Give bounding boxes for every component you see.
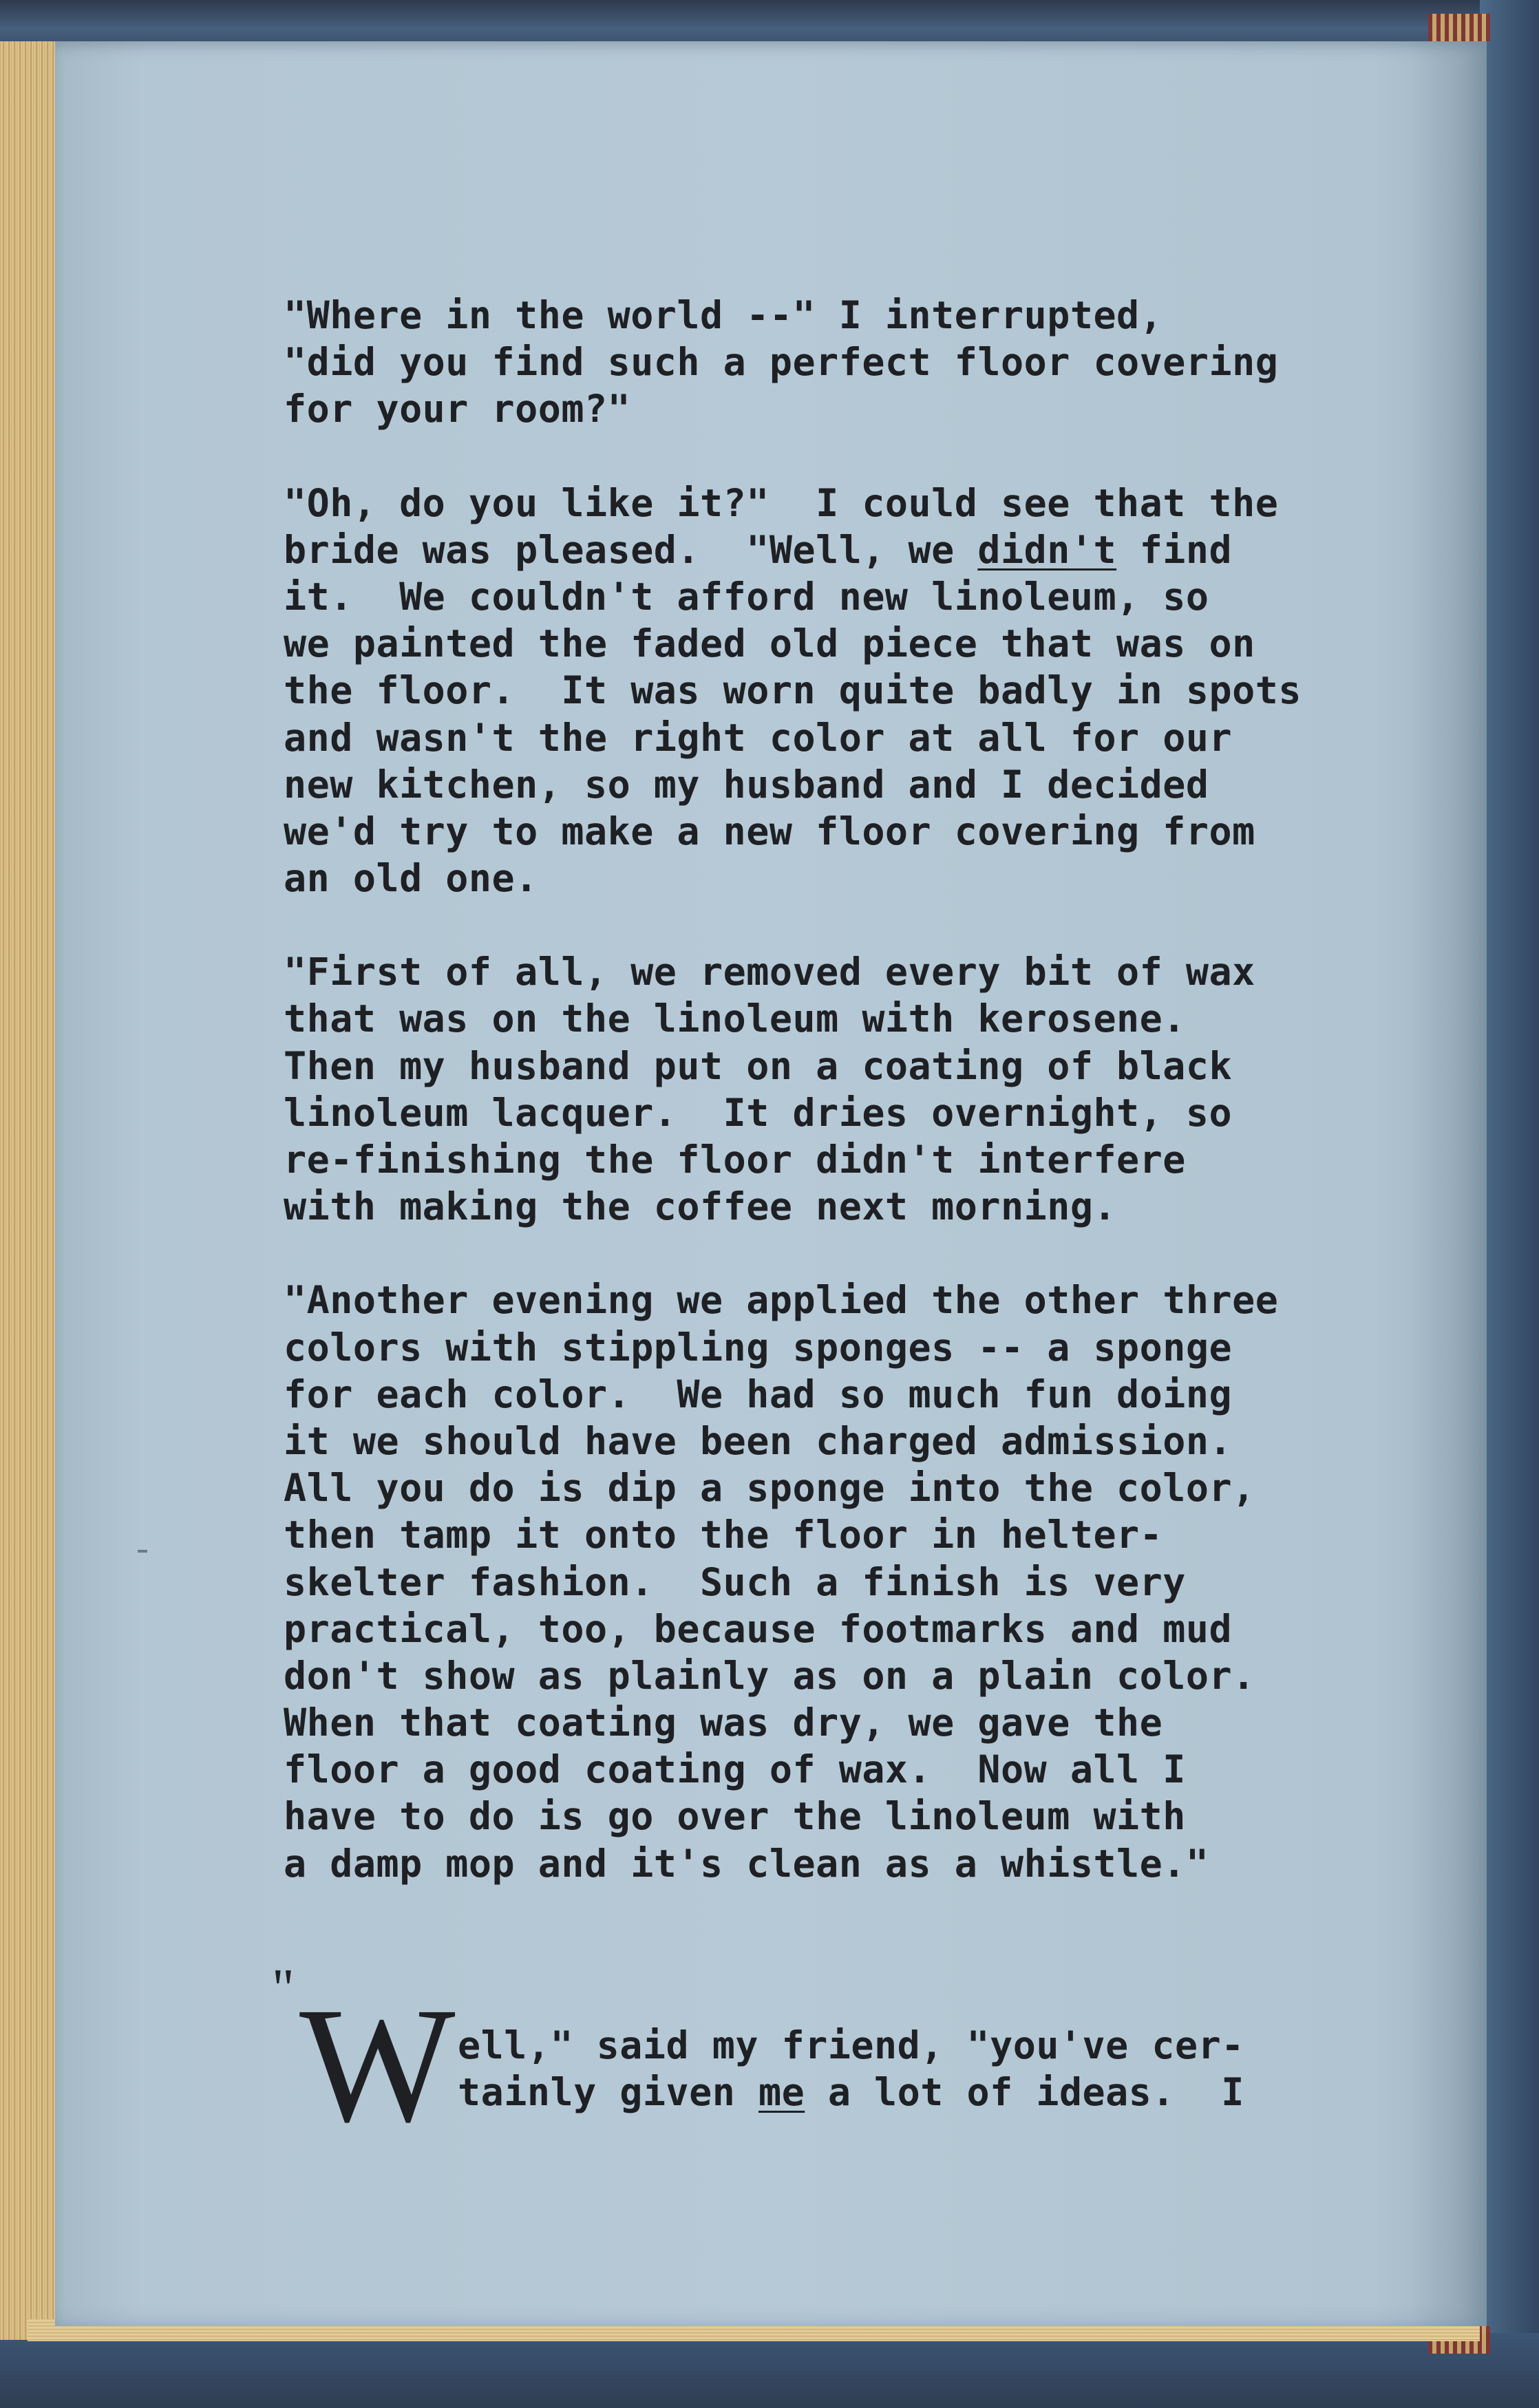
drop-cap-letter: W [299, 1973, 456, 2156]
text-line: "Oh, do you like it?" I could see that the [284, 480, 1279, 525]
text-line: practical, too, because footmarks and mud [284, 1606, 1233, 1651]
text-line: floor a good coating of wax. Now all I [284, 1747, 1186, 1792]
text-line: then tamp it onto the floor in helter- [284, 1513, 1163, 1557]
book-cover-bottom-edge [0, 2333, 1539, 2408]
text-line: don't show as plainly as on a plain color. [284, 1653, 1255, 1698]
text-segment: a lot of ideas. I [805, 2070, 1244, 2115]
text-line: a damp mop and it's clean as a whistle." [284, 1841, 1209, 1886]
text-line: "did you find such a perfect floor covering [284, 340, 1279, 385]
text-line: "First of all, we removed every bit of wax [284, 950, 1255, 994]
text-line: linoleum lacquer. It dries overnight, so [284, 1090, 1233, 1135]
page-stack-left [0, 41, 62, 2340]
text-segment: bride was pleased. "Well, we [284, 527, 978, 572]
text-line-with-underline [458, 2069, 1421, 2116]
paragraph-4 [284, 1277, 1399, 1886]
underlined-word: me [758, 2070, 805, 2115]
text-line: for your room?" [284, 387, 631, 431]
underlined-word: didn't [977, 527, 1117, 572]
text-line: have to do is go over the linoleum with [284, 1794, 1186, 1839]
headband-top [1428, 14, 1490, 41]
text-segment: find [1116, 527, 1233, 572]
paragraph-2 [284, 480, 1399, 902]
text-line: ell," said my friend, "you've cer- [458, 2023, 1244, 2067]
text-line: with making the coffee next morning. [284, 1184, 1117, 1229]
book-cover-right-edge [1480, 0, 1539, 2408]
text-line: it we should have been charged admission. [284, 1418, 1233, 1463]
stray-ink-mark [138, 1550, 147, 1553]
text-line: Then my husband put on a coating of black [284, 1043, 1233, 1088]
text-segment: tainly given [458, 2070, 758, 2115]
text-line: colors with stippling sponges -- a sponge [284, 1325, 1233, 1370]
text-line: that was on the linoleum with kerosene. [284, 997, 1186, 1041]
closing-text [458, 2022, 1421, 2116]
text-line: and wasn't the right color at all for our [284, 715, 1233, 760]
text-line: new kitchen, so my husband and I decided [284, 762, 1209, 807]
text-line: When that coating was dry, we gave the [284, 1701, 1163, 1745]
paragraph-1 [284, 292, 1399, 433]
text-line: "Another evening we applied the other three [284, 1278, 1279, 1323]
text-line: re-finishing the floor didn't interfere [284, 1138, 1186, 1182]
text-line-with-underline [284, 526, 1399, 573]
text-line: the floor. It was worn quite badly in spots [284, 668, 1302, 713]
page-text [284, 292, 1399, 1934]
text-line: it. We couldn't afford new linoleum, so [284, 574, 1209, 619]
text-line: skelter fashion. Such a finish is very [284, 1559, 1186, 1604]
opening-quote-mark: " [272, 1959, 295, 2019]
text-line: "Where in the world --" I interrupted, [284, 293, 1163, 337]
text-line: All you do is dip a sponge into the color, [284, 1466, 1255, 1511]
text-line: for each color. We had so much fun doing [284, 1372, 1233, 1416]
text-line: we painted the faded old piece that was on [284, 621, 1255, 666]
closing-paragraph [272, 1959, 1442, 2156]
text-line: we'd try to make a new floor covering from [284, 809, 1255, 853]
paragraph-3 [284, 948, 1399, 1230]
text-line: an old one. [284, 856, 538, 901]
